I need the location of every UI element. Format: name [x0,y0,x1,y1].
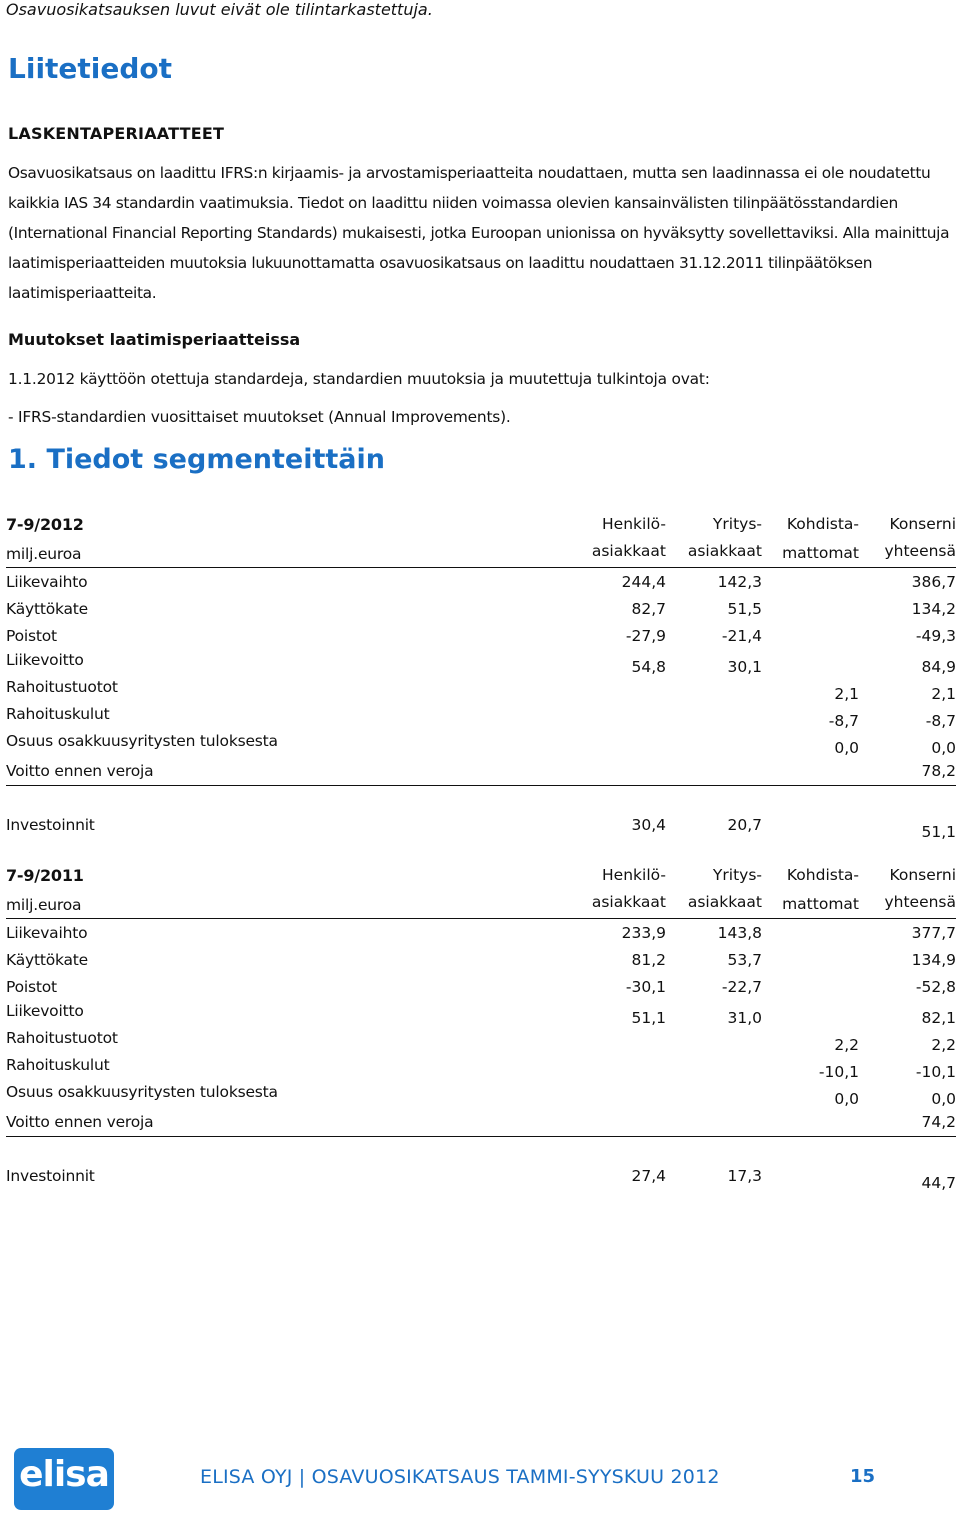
cell: 233,9 [621,924,666,942]
cell: 2,2 [834,1036,859,1054]
elisa-logo [14,1448,114,1510]
cell: -49,3 [915,627,956,645]
table-row [6,649,956,676]
row-label: Poistot [6,978,57,996]
row-label: Liikevoitto [6,1002,84,1020]
cell: 81,2 [631,951,666,969]
cell: -30,1 [625,978,666,996]
table-row-investments [6,814,956,844]
cell: 20,7 [727,816,762,834]
cell: 30,4 [631,816,666,834]
col-header-unallocated: Kohdista- [786,866,859,884]
changes-intro: 1.1.2012 käyttöön otettuja standardeja, standardien muutoksia ja muutettuja tulkintoja ovat: [8,370,710,388]
segment-heading: 1. Tiedot segmenteittäin [8,444,385,475]
row-label: Voitto ennen veroja [6,762,154,780]
disclaimer: Osavuosikatsauksen luvut eivät ole tilintarkastettuja. [6,0,433,19]
row-label: Osuus osakkuusyritysten tuloksesta [6,732,278,750]
row-label: Osuus osakkuusyritysten tuloksesta [6,1083,278,1101]
table-row [6,703,956,730]
cell: 31,0 [727,1009,762,1027]
cell: -8,7 [925,712,956,730]
cell: 0,0 [931,739,956,757]
table-row [6,946,956,973]
cell: 44,7 [921,1174,956,1192]
table-row [6,757,956,786]
cell: 143,8 [717,924,762,942]
table-period: 7-9/2012 [6,515,84,534]
cell: 0,0 [834,739,859,757]
table-row [6,1108,956,1137]
cell: 84,9 [921,658,956,676]
logo-text: elisa [19,1454,109,1495]
cell: 244,4 [621,573,666,591]
table-row [6,1000,956,1027]
col-header-unallocated: Kohdista- [786,515,859,533]
table-header-top [6,510,956,539]
cell: 2,1 [931,685,956,703]
cell: -52,8 [915,978,956,996]
cell: 377,7 [911,924,956,942]
row-label: Liikevaihto [6,573,88,591]
cell: 54,8 [631,658,666,676]
col-header-private: Henkilö- [602,866,666,884]
row-label: Rahoituskulut [6,705,110,723]
table-row [6,973,956,1000]
col-header-group: Konserni [889,866,956,884]
cell: -10,1 [818,1063,859,1081]
cell: 51,5 [727,600,762,618]
table-header-bottom [6,890,956,919]
cell: 142,3 [717,573,762,591]
cell: 0,0 [834,1090,859,1108]
table-row [6,568,956,595]
segment-table-2012 [6,510,956,844]
cell: 27,4 [631,1167,666,1185]
row-label: Voitto ennen veroja [6,1113,154,1131]
changes-item: - IFRS-standardien vuosittaiset muutokset (Annual Improvements). [8,408,511,426]
row-label: Rahoitustuotot [6,1029,118,1047]
col-subheader-corporate: asiakkaat [687,893,762,911]
col-subheader-group: yhteensä [884,893,956,911]
cell: 2,1 [834,685,859,703]
changes-subheading: Muutokset laatimisperiaatteissa [8,330,301,349]
col-header-corporate: Yritys- [712,515,762,533]
cell: -27,9 [625,627,666,645]
page-title: Liitetiedot [8,52,173,85]
cell: 82,7 [631,600,666,618]
cell: -22,7 [721,978,762,996]
cell: -10,1 [915,1063,956,1081]
segment-table-2011 [6,861,956,1195]
cell: 53,7 [727,951,762,969]
table-header-top [6,861,956,890]
cell: 386,7 [911,573,956,591]
table-row [6,595,956,622]
cell: 0,0 [931,1090,956,1108]
cell: 134,9 [911,951,956,969]
col-subheader-private: asiakkaat [591,893,666,911]
row-label: Käyttökate [6,600,89,618]
table-row [6,730,956,757]
row-label: Rahoituskulut [6,1056,110,1074]
cell: 2,2 [931,1036,956,1054]
col-subheader-unallocated: mattomat [782,544,859,562]
col-subheader-corporate: asiakkaat [687,542,762,560]
table-row [6,676,956,703]
row-label: Liikevaihto [6,924,88,942]
cell: 30,1 [727,658,762,676]
accounting-policies-paragraph: Osavuosikatsaus on laadittu IFRS:n kirjaamis- ja arvostamisperiaatteita noudattaen, mutta sen laadinnassa ei ole noudatettu kaikkia IAS 34 standardin vaatimuksia. Tiedot on laadittu niiden voimassa olevien kansainvälisten tilinpäätösstandardien (International Financial Reporting Standards) mukaisesti, jotka Euroopan unionissa on hyväksytty sovellettaviksi. Alla mainittuja laatimisperiaatteiden muutoksia lukuunottamatta osavuosikatsaus on laadittu noudattaen 31.12.2011 tilinpäätöksen laatimisperiaatteita. [8,164,950,302]
row-label: Rahoitustuotot [6,678,118,696]
col-header-corporate: Yritys- [712,866,762,884]
table-row [6,919,956,946]
table-row [6,1027,956,1054]
col-subheader-private: asiakkaat [591,542,666,560]
table-row [6,1054,956,1081]
col-subheader-unallocated: mattomat [782,895,859,913]
footer-title: ELISA OYJ | OSAVUOSIKATSAUS TAMMI-SYYSKUU 2012 [200,1466,720,1488]
row-label: Käyttökate [6,951,89,969]
table-period: 7-9/2011 [6,866,84,885]
cell: 134,2 [911,600,956,618]
cell: 78,2 [921,762,956,780]
cell: -21,4 [721,627,762,645]
row-label: Poistot [6,627,57,645]
cell: 17,3 [727,1167,762,1185]
col-header-group: Konserni [889,515,956,533]
table-row [6,622,956,649]
col-header-private: Henkilö- [602,515,666,533]
cell: -8,7 [828,712,859,730]
table-unit: milj.euroa [6,896,82,914]
table-unit: milj.euroa [6,545,82,563]
table-row [6,1081,956,1108]
cell: 51,1 [631,1009,666,1027]
cell: 51,1 [921,823,956,841]
cell: 74,2 [921,1113,956,1131]
table-header-bottom [6,539,956,568]
section-heading: LASKENTAPERIAATTEET [8,124,225,143]
cell: 82,1 [921,1009,956,1027]
row-label: Investoinnit [6,816,95,834]
page-number: 15 [850,1466,876,1487]
row-label: Liikevoitto [6,651,84,669]
col-subheader-group: yhteensä [884,542,956,560]
table-row-investments [6,1165,956,1195]
row-label: Investoinnit [6,1167,95,1185]
